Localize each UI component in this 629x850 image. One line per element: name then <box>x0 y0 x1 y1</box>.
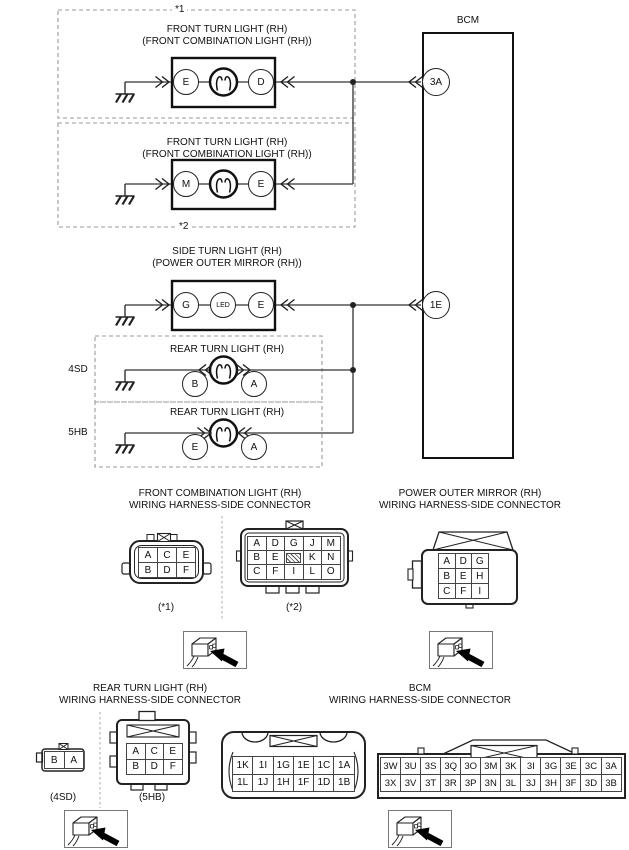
pin-cell-3V: 3V <box>401 775 420 791</box>
pin-cell-G: G <box>472 554 488 568</box>
title-line: WIRING HARNESS-SIDE CONNECTOR <box>328 694 512 706</box>
pin-cell-J: J <box>304 537 322 550</box>
title-line: (FRONT COMBINATION LIGHT (RH)) <box>142 148 312 160</box>
pin-cell-F: F <box>456 584 472 598</box>
pin-cell-3S: 3S <box>421 758 440 774</box>
pin-cell-C: C <box>439 584 455 598</box>
bcm-box <box>423 33 513 458</box>
title-line: REAR TURN LIGHT (RH) <box>169 344 285 355</box>
pin-cell-1B: 1B <box>334 775 353 792</box>
pin-cell-C: C <box>248 565 266 578</box>
pin-cell-1I: 1I <box>253 757 272 774</box>
pin-cell-C: C <box>146 744 164 759</box>
pin-side-right: E <box>248 292 274 318</box>
bcm-label: BCM <box>456 15 480 26</box>
pin-cell-3U: 3U <box>401 758 420 774</box>
pin-cell-A: A <box>139 548 157 562</box>
pin-cell-B: B <box>439 569 455 583</box>
blocked-cavity-icon <box>285 551 303 564</box>
rt-connector-title <box>0 683 300 706</box>
dashed-circuit-boxes <box>58 10 355 467</box>
pin-cell-E: E <box>177 548 195 562</box>
label-star2: (*2) <box>285 602 303 613</box>
pin-rear1-left: B <box>182 371 208 397</box>
pin-cell-F: F <box>164 760 182 775</box>
pin-cell-A: A <box>439 554 455 568</box>
pin-grid-4sd <box>44 751 84 769</box>
pin-cell-3K: 3K <box>501 758 520 774</box>
label-5hb: (5HB) <box>138 792 166 803</box>
pin-cell-E: E <box>267 551 285 564</box>
title-line: SIDE TURN LIGHT (RH) <box>172 246 282 257</box>
pin-cell-3I: 3I <box>521 758 540 774</box>
title-line: REAR TURN LIGHT (RH) <box>92 683 208 694</box>
title-line: FRONT TURN LIGHT (RH) <box>166 24 288 35</box>
pin-front1-left: E <box>173 69 199 95</box>
variant-label-4sd: 4SD <box>68 364 88 375</box>
pin-grid-5hb <box>126 743 183 775</box>
title-line: (POWER OUTER MIRROR (RH)) <box>152 257 302 269</box>
pin-cell-3E: 3E <box>561 758 580 774</box>
rear-turn-2-title <box>77 407 377 419</box>
ref-label-1: *1 <box>172 4 187 15</box>
pin-cell-1F: 1F <box>294 775 313 792</box>
pin-cell-D: D <box>267 537 285 550</box>
title-line: WIRING HARNESS-SIDE CONNECTOR <box>128 499 312 511</box>
pin-cell-F: F <box>177 563 195 577</box>
title-line: WIRING HARNESS-SIDE CONNECTOR <box>58 694 242 706</box>
front-turn-1-title <box>77 24 377 47</box>
rear-turn-1-title <box>77 344 377 356</box>
bcm-pin-1e: 1E <box>422 291 450 319</box>
pin-cell-1G: 1G <box>274 757 293 774</box>
pin-cell-3Q: 3Q <box>441 758 460 774</box>
pin-cell-3F: 3F <box>561 775 580 791</box>
pin-cell-A: A <box>248 537 266 550</box>
pin-cell-B: B <box>139 563 157 577</box>
pin-grid-fc1 <box>138 547 196 578</box>
pin-cell-1H: 1H <box>274 775 293 792</box>
pin-cell-3L: 3L <box>501 775 520 791</box>
pin-cell-B: B <box>127 760 145 775</box>
pin-cell-3T: 3T <box>421 775 440 791</box>
bcm-pin-3a: 3A <box>422 68 450 96</box>
pin-cell-1C: 1C <box>314 757 333 774</box>
side-turn-title <box>77 246 377 269</box>
pin-cell-3X: 3X <box>381 775 400 791</box>
pin-rear1-right: A <box>241 371 267 397</box>
pin-cell-3R: 3R <box>441 775 460 791</box>
pin-cell-1A: 1A <box>334 757 353 774</box>
pin-cell-L: L <box>304 565 322 578</box>
pin-cell-3O: 3O <box>461 758 480 774</box>
pin-cell-E: E <box>164 744 182 759</box>
title-line: POWER OUTER MIRROR (RH) <box>398 488 542 499</box>
pin-cell-N: N <box>322 551 340 564</box>
pin-cell-B: B <box>45 752 64 768</box>
pin-cell-3H: 3H <box>541 775 560 791</box>
pin-cell-M: M <box>322 537 340 550</box>
title-line: WIRING HARNESS-SIDE CONNECTOR <box>378 499 562 511</box>
pin-cell-1J: 1J <box>253 775 272 792</box>
pin-grid-bcm2 <box>380 757 622 792</box>
pin-cell-G: G <box>285 537 303 550</box>
pin-cell-3J: 3J <box>521 775 540 791</box>
pin-cell-3N: 3N <box>481 775 500 791</box>
pin-front2-left: M <box>173 171 199 197</box>
pin-front2-right: E <box>248 171 274 197</box>
pin-cell-I: I <box>472 584 488 598</box>
pin-cell-1E: 1E <box>294 757 313 774</box>
pin-cell-H: H <box>472 569 488 583</box>
pin-grid-pm <box>438 553 489 599</box>
pin-cell-3G: 3G <box>541 758 560 774</box>
pin-cell-1L: 1L <box>233 775 252 792</box>
pin-grid-bcm1 <box>232 756 355 792</box>
pin-cell-1D: 1D <box>314 775 333 792</box>
title-line: BCM <box>408 683 432 694</box>
pin-cell-3P: 3P <box>461 775 480 791</box>
pin-cell-3M: 3M <box>481 758 500 774</box>
variant-label-5hb: 5HB <box>68 427 88 438</box>
pin-cell-A: A <box>127 744 145 759</box>
pin-cell-3B: 3B <box>602 775 621 791</box>
pin-cell-E: E <box>456 569 472 583</box>
pin-cell-3C: 3C <box>581 758 600 774</box>
pin-cell-A: A <box>65 752 84 768</box>
label-4sd: (4SD) <box>49 792 77 803</box>
pin-cell-O: O <box>322 565 340 578</box>
pin-rear2-left: E <box>182 434 208 460</box>
pin-cell-3A: 3A <box>602 758 621 774</box>
title-line: FRONT COMBINATION LIGHT (RH) <box>138 488 302 499</box>
pin-cell-F: F <box>267 565 285 578</box>
pin-cell-D: D <box>456 554 472 568</box>
pin-cell-C: C <box>158 548 176 562</box>
pin-cell-D: D <box>158 563 176 577</box>
pin-cell-I: I <box>285 565 303 578</box>
led-symbol: LED <box>210 292 236 318</box>
ref-label-2: *2 <box>176 221 191 232</box>
pin-rear2-right: A <box>241 434 267 460</box>
pin-cell-1K: 1K <box>233 757 252 774</box>
label-star1: (*1) <box>157 602 175 613</box>
pin-cell-D: D <box>146 760 164 775</box>
pin-side-left: G <box>173 292 199 318</box>
pin-front1-right: D <box>248 69 274 95</box>
pm-connector-title <box>320 488 620 511</box>
pin-grid-fc2 <box>247 536 341 580</box>
pin-cell-B: B <box>248 551 266 564</box>
front-turn-2-title <box>77 137 377 160</box>
pin-cell-K: K <box>304 551 322 564</box>
pin-cell-3D: 3D <box>581 775 600 791</box>
title-line: FRONT TURN LIGHT (RH) <box>166 137 288 148</box>
pin-cell-3W: 3W <box>381 758 400 774</box>
title-line: (FRONT COMBINATION LIGHT (RH)) <box>142 35 312 47</box>
title-line: REAR TURN LIGHT (RH) <box>169 407 285 418</box>
bcm-connector-title <box>270 683 570 706</box>
